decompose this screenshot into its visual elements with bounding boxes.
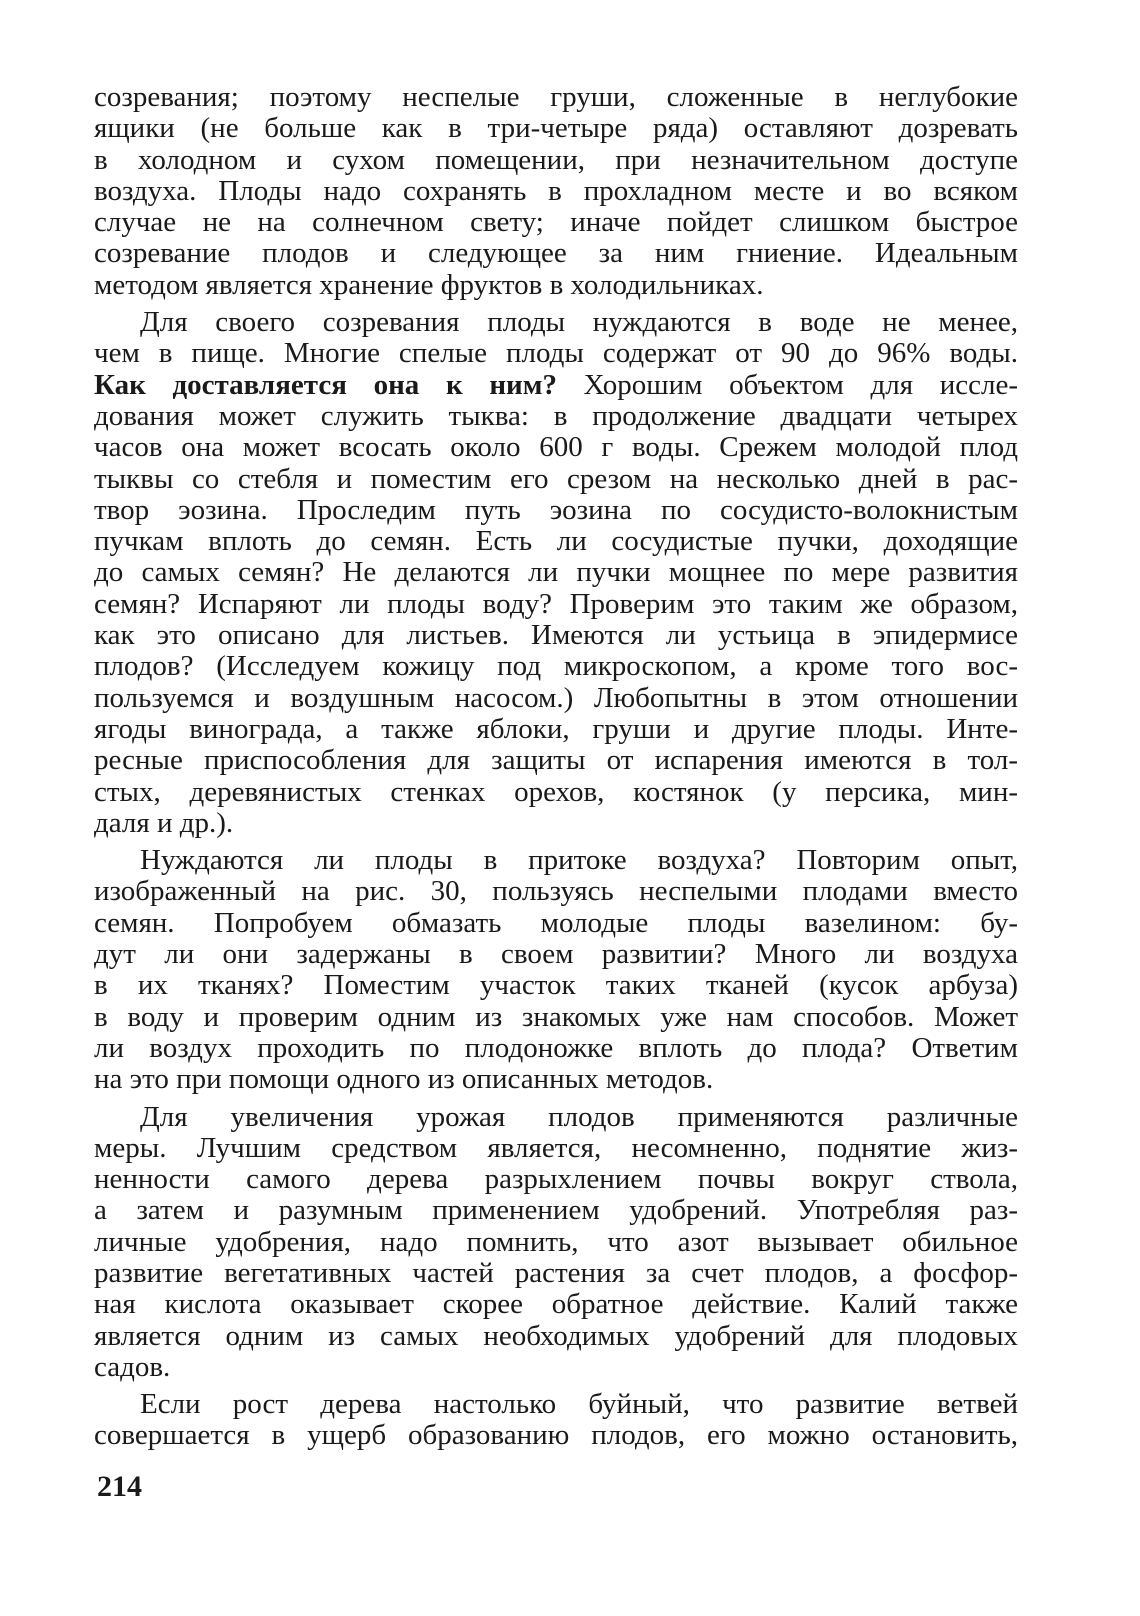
text-line: Для своего созревания плоды нуждаются в воде не менее, bbox=[140, 306, 1018, 339]
paragraph-3 bbox=[94, 845, 1018, 1095]
text-line: созревание плодов и следующее за ним гниение. Идеальным bbox=[94, 237, 1018, 270]
body-text bbox=[94, 82, 1018, 1452]
text-line: ягоды винограда, а также яблоки, груши и другие плоды. Инте- bbox=[94, 712, 1018, 745]
text-line: как это описано для листьев. Имеются ли устьица в эпидермисе bbox=[94, 619, 1018, 652]
paragraph-4 bbox=[94, 1102, 1018, 1384]
text-line: ресные приспособления для защиты от испарения имеются в тол- bbox=[94, 744, 1018, 777]
text-line: часов она может всосать около 600 г воды. Срежем молодой плод bbox=[94, 431, 1018, 464]
text-line: дут ли они задержаны в своем развитии? Много ли воздуха bbox=[94, 938, 1018, 971]
text-line: Если рост дерева настолько буйный, что развитие ветвей bbox=[140, 1388, 1018, 1421]
text-line: семян? Испаряют ли плоды воду? Проверим это таким же образом, bbox=[94, 587, 1018, 620]
bold-question: Как доставляется она к ним? bbox=[94, 368, 558, 401]
text-line: в холодном и сухом помещении, при незначительном доступе bbox=[94, 143, 1018, 176]
text-line: в их тканях? Поместим участок таких тканей (кусок арбуза) bbox=[94, 969, 1018, 1002]
text-line: ящики (не больше как в три-четыре ряда) оставляют дозревать bbox=[94, 112, 1018, 145]
text-line: пользуемся и воздушным насосом.) Любопытны в этом отношении bbox=[94, 681, 1018, 714]
text-line: плодов? (Исследуем кожицу под микроскопом, а кроме того вос- bbox=[94, 650, 1018, 683]
text-line: до самых семян? Не делаются ли пучки мощнее по мере развития bbox=[94, 556, 1018, 589]
text-line: даля и др.). bbox=[94, 806, 234, 839]
text-line: дования может служить тыква: в продолжение двадцати четырех bbox=[94, 399, 1018, 432]
text-fragment: Хорошим объектом для иссле- bbox=[557, 368, 1019, 401]
text-line: ненности самого дерева разрыхлением почвы вокруг ствола, bbox=[94, 1163, 1018, 1196]
text-line: тыквы со стебля и поместим его срезом на несколько дней в рас- bbox=[94, 462, 1018, 495]
text-line: на это при помощи одного из описанных методов. bbox=[94, 1063, 714, 1096]
paragraph-5 bbox=[94, 1389, 1018, 1452]
text-line: чем в пище. Многие спелые плоды содержат от 90 до 96% воды. bbox=[94, 337, 1018, 370]
text-line: развитие вегетативных частей растения за счет плодов, а фосфор- bbox=[94, 1256, 1018, 1289]
text-line: стых, деревянистых стенках орехов, костянок (у персика, мин- bbox=[94, 775, 1018, 808]
text-line: твор эозина. Проследим путь эозина по сосудисто-волокнистым bbox=[94, 493, 1018, 526]
text-line: Нуждаются ли плоды в притоке воздуха? Повторим опыт, bbox=[140, 844, 1018, 877]
text-line: меры. Лучшим средством является, несомненно, поднятие жиз- bbox=[94, 1131, 1018, 1164]
paragraph-1 bbox=[94, 82, 1018, 301]
text-line: а затем и разумным применением удобрений. Употребляя раз- bbox=[94, 1194, 1018, 1227]
paragraph-2 bbox=[94, 307, 1018, 839]
text-line: личные удобрения, надо помнить, что азот вызывает обильное bbox=[94, 1225, 1018, 1258]
text-line: Для увеличения урожая плодов применяются различные bbox=[140, 1100, 1018, 1133]
page-number: 214 bbox=[97, 1470, 142, 1503]
text-line: садов. bbox=[94, 1350, 171, 1383]
text-line: воздуха. Плоды надо сохранять в прохладном месте и во всяком bbox=[94, 174, 1018, 207]
text-line: случае не на солнечном свету; иначе пойдет слишком быстрое bbox=[94, 206, 1018, 239]
text-line: в воду и проверим одним из знакомых уже нам способов. Может bbox=[94, 1000, 1018, 1033]
text-line bbox=[94, 370, 1018, 401]
text-line: изображенный на рис. 30, пользуясь неспелыми плодами вместо bbox=[94, 875, 1018, 908]
text-line: пучкам вплоть до семян. Есть ли сосудистые пучки, доходящие bbox=[94, 525, 1018, 558]
text-line: является одним из самых необходимых удобрений для плодовых bbox=[94, 1319, 1018, 1352]
text-line: совершается в ущерб образованию плодов, его можно остановить, bbox=[94, 1419, 1018, 1452]
text-line: созревания; поэтому неспелые груши, сложенные в неглубокие bbox=[94, 81, 1018, 113]
text-line: ная кислота оказывает скорее обратное действие. Калий также bbox=[94, 1288, 1018, 1321]
text-line: методом является хранение фруктов в холодильниках. bbox=[94, 268, 764, 301]
text-line: ли воздух проходить по плодоножке вплоть до плода? Ответим bbox=[94, 1031, 1018, 1064]
text-line: семян. Попробуем обмазать молодые плоды вазелином: бу- bbox=[94, 906, 1018, 939]
